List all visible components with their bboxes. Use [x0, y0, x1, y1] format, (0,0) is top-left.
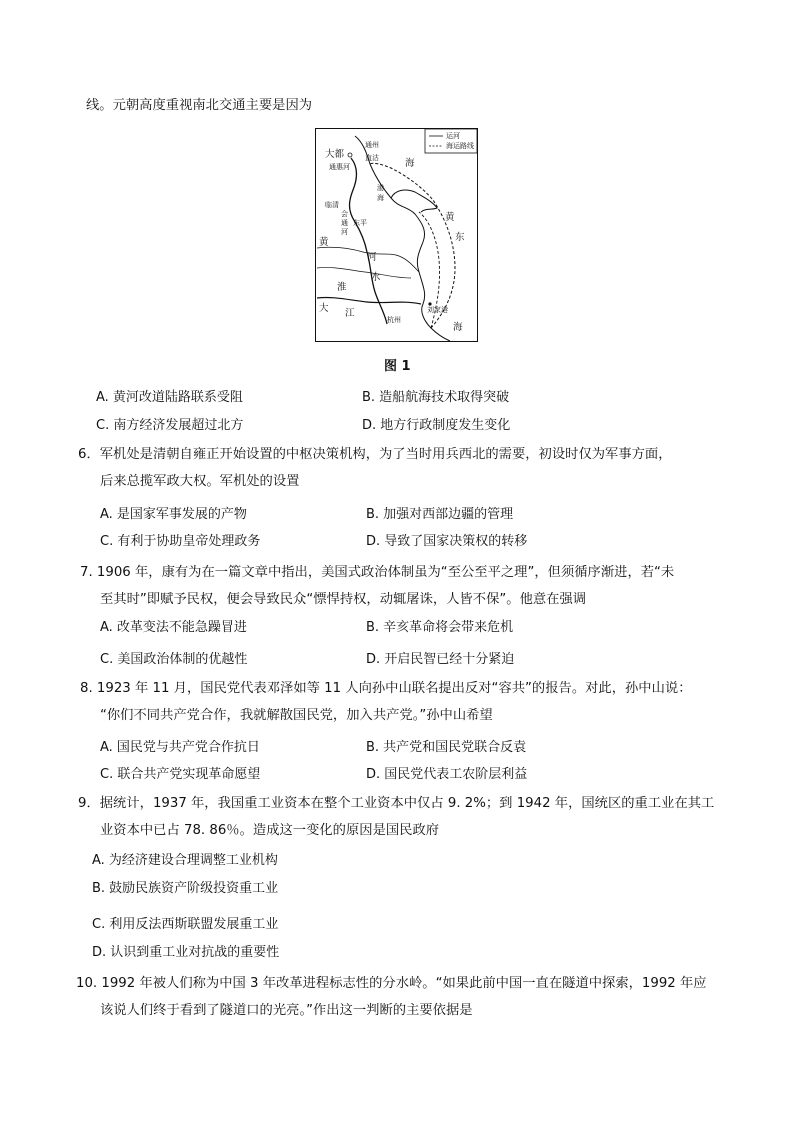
label-dong: 东 [455, 232, 465, 243]
q5-option-b: B. 造船航海技术取得突破 [362, 390, 510, 405]
label-huitonghe-2: 通 [341, 219, 348, 227]
q8-option-d: D. 国民党代表工农阶层利益 [366, 767, 528, 782]
q9-option-c: C. 利用反法西斯联盟发展重工业 [92, 917, 279, 932]
q6-option-a: A. 是国家军事发展的产物 [100, 507, 247, 522]
q8-stem-line2: “你们不同共产党合作，我就解散国民党，加入共产党。”孙中山希望 [100, 708, 493, 723]
q7-stem-line1: 7. 1906 年，康有为在一篇文章中指出，美国式政治体制虽为“至公至平之理”，但须循序渐进，若“未 [80, 565, 675, 580]
label-tongzhou: 通州 [365, 141, 379, 149]
dadu-marker [348, 153, 352, 157]
label-liujiagang: 刘家港 [427, 306, 448, 314]
q5-option-d: D. 地方行政制度发生变化 [362, 418, 511, 433]
q7-stem-line2: 至其时”即赋予民权，便会导致民众“慓悍持权，动辄屠诛，人皆不保”。他意在强调 [100, 592, 587, 607]
label-bohai-2: 海 [377, 194, 384, 202]
q9-option-d: D. 认识到重工业对抗战的重要性 [92, 945, 280, 960]
label-bohai-1: 渤 [377, 184, 384, 192]
intro-line: 线。元朝高度重视南北交通主要是因为 [86, 98, 313, 113]
label-he: 河 [367, 252, 377, 263]
label-shui: 水 [371, 272, 381, 283]
q6-stem-line2: 后来总揽军政大权。军机处的设置 [100, 474, 300, 489]
q5-option-a: A. 黄河改道陆路联系受阻 [96, 390, 243, 405]
label-huang-sea: 黄 [445, 212, 455, 223]
label-huang: 黄 [319, 237, 329, 248]
label-huai: 淮 [337, 282, 347, 293]
label-dadu: 大都 [325, 149, 345, 160]
q6-option-c: C. 有利于协助皇帝处理政务 [100, 534, 261, 549]
label-tonghuihe: 通惠河 [329, 163, 350, 171]
q10-stem-line1: 10. 1992 年被人们称为中国 3 年改革进程标志性的分水岭。“如果此前中国一直在隧道中探索，1992 年应 [76, 976, 707, 991]
label-hangzhou: 杭州 [387, 316, 401, 324]
q8-option-b: B. 共产党和国民党联合反袁 [366, 740, 527, 755]
q9-stem-line2: 业资本中已占 78. 86％。造成这一变化的原因是国民政府 [100, 823, 440, 838]
q9-option-a: A. 为经济建设合理调整工业机构 [92, 853, 278, 868]
label-huitonghe-3: 河 [341, 228, 348, 236]
label-da: 大 [319, 303, 329, 314]
q9-option-b: B. 鼓励民族资产阶级投资重工业 [92, 881, 279, 896]
label-huitonghe-1: 会 [341, 210, 348, 218]
label-dongping: 东平 [353, 219, 367, 227]
q9-stem-line1: 9．据统计，1937 年，我国重工业资本在整个工业资本中仅占 9. 2%；到 1942 年，国统区的重工业在其工 [78, 796, 715, 811]
q7-option-a: A. 改革变法不能急躁冒进 [100, 620, 247, 635]
label-zhigu: 直沽 [365, 154, 379, 162]
q6-stem-line1: 6．军机处是清朝自雍正开始设置的中枢决策机构，为了当时用兵西北的需要，初设时仅为军事方面， [78, 447, 672, 462]
label-hai-top: 海 [405, 158, 415, 169]
label-linqing: 临清 [325, 201, 339, 209]
figure-caption: 图 1 [384, 359, 411, 374]
q8-option-a: A. 国民党与共产党合作抗日 [100, 740, 260, 755]
legend-sea-route-label: 海运路线 [446, 142, 474, 150]
map-figure [315, 128, 478, 342]
q7-option-b: B. 辛亥革命将会带来危机 [366, 620, 514, 635]
q6-option-b: B. 加强对西部边疆的管理 [366, 507, 514, 522]
q5-option-c: C. 南方经济发展超过北方 [96, 418, 244, 433]
label-jiang: 江 [345, 308, 355, 319]
legend-canal-label: 运河 [446, 132, 460, 140]
q10-stem-line2: 该说人们终于看到了隧道口的光亮。”作出这一判断的主要依据是 [100, 1003, 473, 1018]
label-hai-bottom: 海 [453, 322, 463, 333]
q7-option-c: C. 美国政治体制的优越性 [100, 652, 248, 667]
q8-option-c: C. 联合共产党实现革命愿望 [100, 767, 261, 782]
q6-option-d: D. 导致了国家决策权的转移 [366, 534, 528, 549]
q7-option-d: D. 开启民智已经十分紧迫 [366, 652, 515, 667]
q8-stem-line1: 8. 1923 年 11 月，国民党代表邓泽如等 11 人向孙中山联名提出反对“容共”的报告。对此，孙中山说： [80, 681, 692, 696]
